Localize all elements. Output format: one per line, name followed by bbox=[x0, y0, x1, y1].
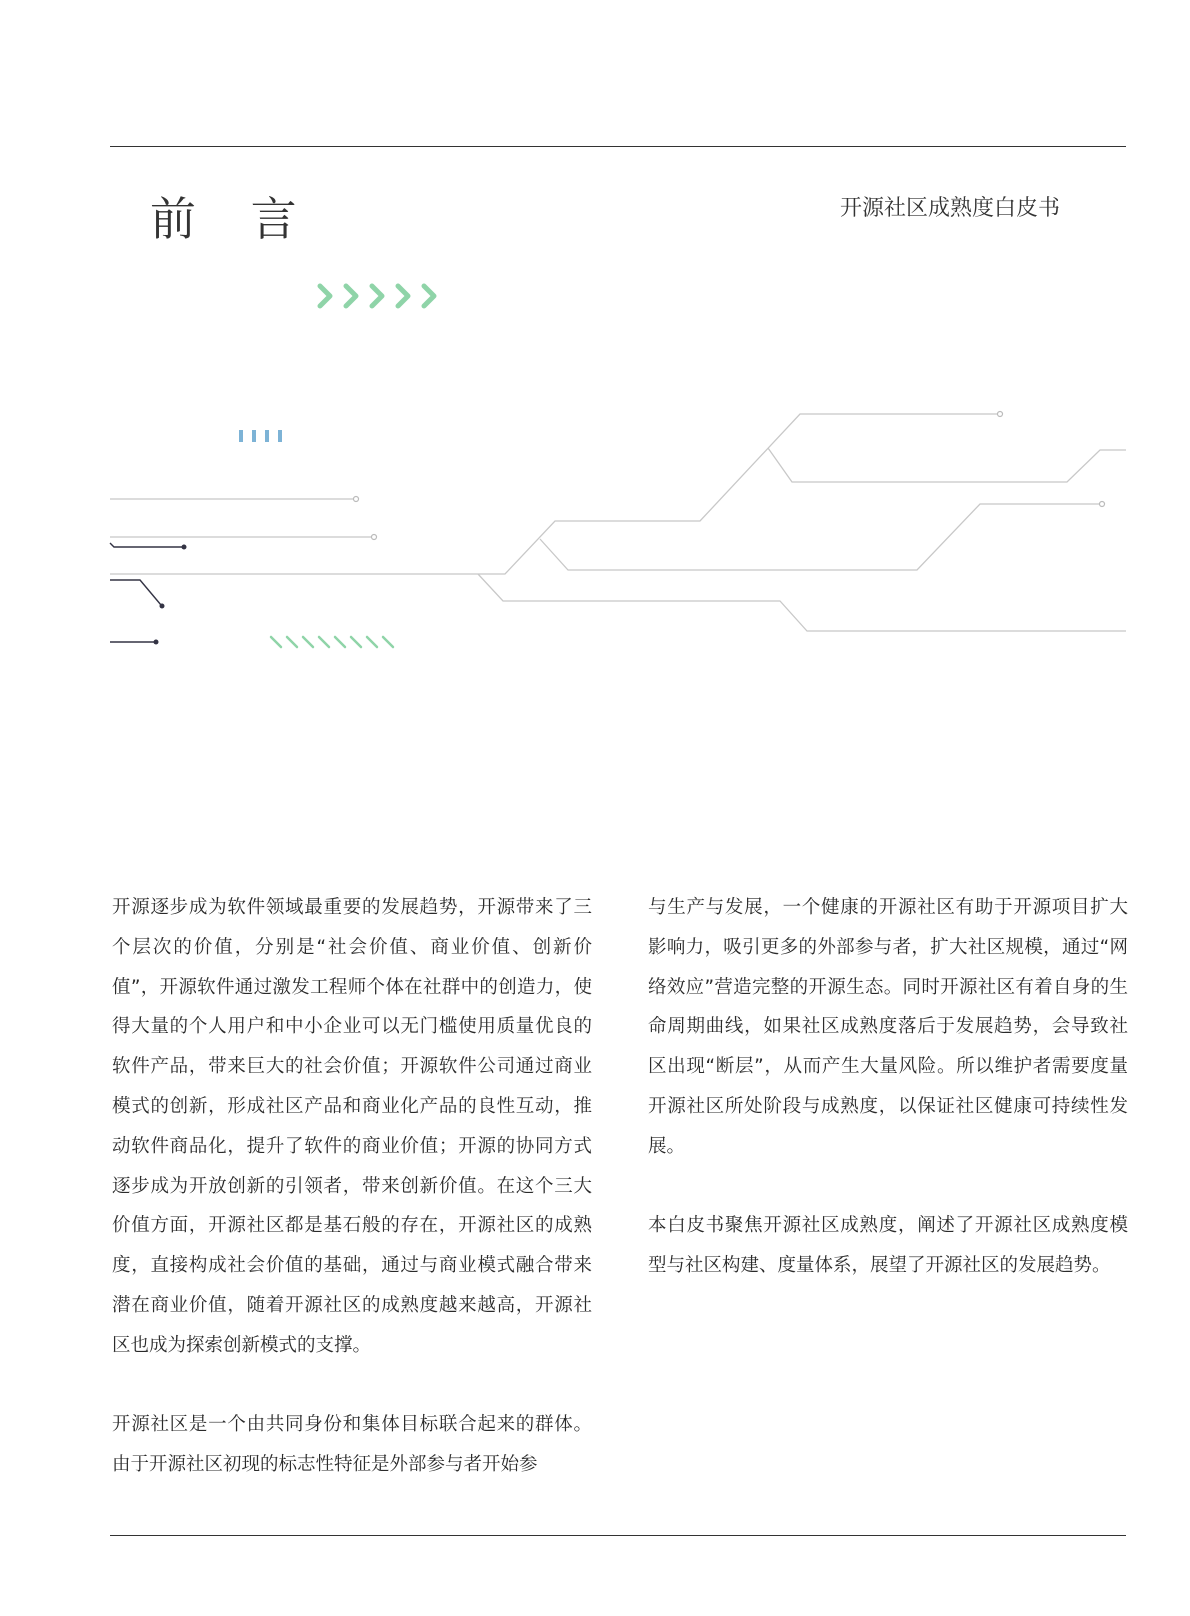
circuit-lines bbox=[110, 414, 1126, 631]
paragraph: 开源社区是一个由共同身份和集体目标联合起来的群体。由于开源社区初现的标志性特征是外部参与者开始参 bbox=[112, 1414, 592, 1476]
footer-rule bbox=[110, 1535, 1126, 1536]
circuit-nodes bbox=[354, 412, 1105, 540]
paragraph: 本白皮书聚焦开源社区成熟度，阐述了开源社区成熟度模型与社区构建、度量体系，展望了开源社区的发展趋势。 bbox=[648, 1215, 1128, 1277]
paragraph: 与生产与发展，一个健康的开源社区有助于开源项目扩大影响力，吸引更多的外部参与者，扩大社区规模，通过“网络效应”营造完整的开源生态。同时开源社区有着自身的生命周期曲线，如果社区成熟度落后于发展趋势，会导致社区出现“断层”，从而产生大量风险。所以维护者需要度量开源社区所处阶段与成熟度，以保证社区健康可持续性发展。 bbox=[648, 897, 1128, 1157]
dark-circuit-nodes bbox=[154, 545, 187, 645]
body-column-left bbox=[112, 888, 592, 1525]
chevron-arrows-icon bbox=[320, 286, 434, 306]
body-column-right bbox=[648, 888, 1128, 1326]
dark-circuit-lines bbox=[110, 543, 183, 642]
paragraph: 开源逐步成为软件领域最重要的发展趋势，开源带来了三个层次的价值，分别是“社会价值、商业价值、创新价值”，开源软件通过激发工程师个体在社群中的创造力，使得大量的个人用户和中小企业可以无门槛使用质量优良的软件产品，带来巨大的社会价值；开源软件公司通过商业模式的创新，形成社区产品和商业化产品的良性互动，推动软件商品化，提升了软件的商业价值；开源的协同方式逐步成为开放创新的引领者，带来创新价值。在这个三大价值方面，开源社区都是基石般的存在，开源社区的成熟度，直接构成社会价值的基础，通过与商业模式融合带来潜在商业价值，随着开源社区的成熟度越来越高，开源社区也成为探索创新模式的支撑。 bbox=[112, 897, 592, 1356]
green-slash-marks bbox=[271, 637, 393, 647]
header-rule bbox=[110, 146, 1126, 147]
document-title: 开源社区成熟度白皮书 bbox=[839, 196, 1060, 221]
page-heading: 前 言 bbox=[150, 192, 317, 246]
blue-dash-marks bbox=[241, 430, 280, 442]
